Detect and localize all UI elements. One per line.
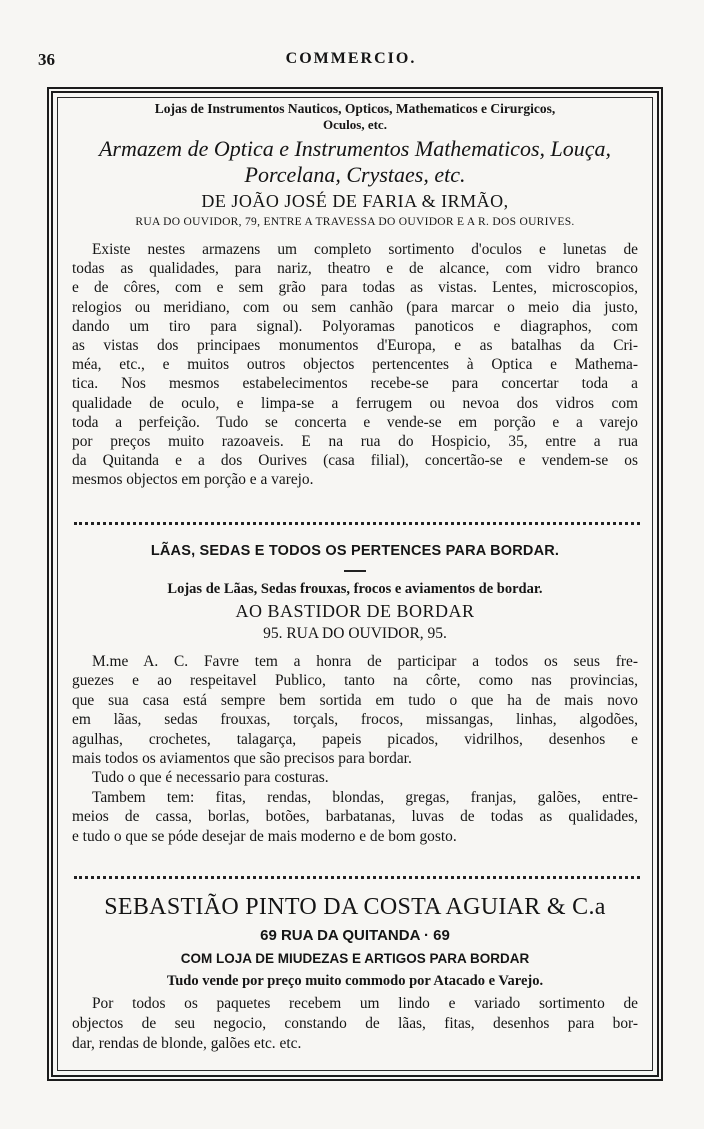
ad1-address: RUA DO OUVIDOR, 79, ENTRE A TRAVESSA DO OUVIDOR E A R. DOS OURIVES. <box>135 216 575 228</box>
ad1-body-line: e de côres, com e sem grão para todas as vistas. Lentes, microscopios, <box>72 279 638 297</box>
ad3-tagline: Tudo vende por preço muito commodo por Atacado e Varejo. <box>166 973 544 989</box>
ad3-body <box>72 994 638 1054</box>
running-title: COMMERCIO. <box>285 50 417 67</box>
ad1-category-line2: Oculos, etc. <box>323 117 387 132</box>
ad3-body-line: objectos de seu negocio, constando de lãas, fitas, desenhos para bor- <box>72 1015 638 1032</box>
ad1-body-line: dando um tiro para signal). Polyoramas panoticos e diagraphos, com <box>72 317 638 335</box>
ad2-category: Lojas de Lãas, Sedas frouxas, frocos e aviamentos de bordar. <box>167 581 543 597</box>
ad2-body-line: agulhas, crochetes, talagarça, papeis picados, vidrilhos, desenhos e <box>72 730 638 748</box>
ad2-body-line: meios de cassa, borlas, botões, barbatanas, luvas de todas as qualidades, <box>72 808 638 826</box>
ad2-body-line: M.me A. C. Favre tem a honra de participar a todos os seus fre- <box>92 653 638 670</box>
ad1-body-line: tica. Nos mesmos estabelecimentos recebe-se para concertar toda a <box>72 375 638 393</box>
ad3-title: SEBASTIÃO PINTO DA COSTA AGUIAR & C.a <box>104 894 606 920</box>
ad1-body-line: relogios ou meridiano, com ou sem canhão (para marcar o meio dia justo, <box>72 298 638 316</box>
ad2-body-line: Tambem tem: fitas, rendas, blondas, gregas, franjas, galões, entre- <box>92 788 638 806</box>
ad1-body-line: qualidade de oculo, e limpa-se a ferrugem ou nevoa dos vidros com <box>72 394 638 412</box>
ad1-body <box>72 240 638 490</box>
ad2-address: 95. RUA DO OUVIDOR, 95. <box>263 625 447 642</box>
ad2-body-line: em lãas, sedas frouxas, torçals, frocos, missangas, linhas, algodões, <box>72 711 638 729</box>
ad1-body-line: mesmos objectos em porção e a varejo. <box>72 471 314 489</box>
ornamental-divider <box>74 512 640 525</box>
ad1-body-line: da Quitanda e a dos Ourives (casa filial), concertão-se e vendem-se os <box>72 452 638 470</box>
ad-sebastiao <box>72 890 638 1054</box>
page-number: 36 <box>38 50 55 69</box>
ad1-body-line: toda a perfeição. Tudo se concerta e vende-se em porção e a varejo <box>72 413 638 431</box>
ad2-body-line: guezes e ao respeitavel Publico, tanto na côrte, como nas provincias, <box>72 672 638 690</box>
ad1-body-line: as vistas dos principaes monumentos d'Europa, e as batalhas da Cri- <box>72 337 638 355</box>
ad3-address: 69 RUA DA QUITANDA · 69 <box>260 927 450 944</box>
ad3-body-line: dar, rendas de blonde, galões etc. etc. <box>72 1035 302 1052</box>
ad2-body-line: mais todos os aviamentos que são precisos para bordar. <box>72 750 412 768</box>
ornamental-divider <box>74 866 640 879</box>
ad1-body-line: por preços muito razoaveis. E na rua do Hospicio, 35, entre a rua <box>72 433 638 451</box>
ad1-category-line1: Lojas de Instrumentos Nauticos, Opticos, Mathematicos e Cirurgicos, <box>154 101 556 116</box>
ad2-body-line: que sua casa está sempre bem sortida em tudo o que ha de mais novo <box>72 691 638 709</box>
ad3-body-line: Por todos os paquetes recebem um lindo e variado sortimento de <box>92 995 638 1012</box>
ad3-subtitle: COM LOJA DE MIUDEZAS E ARTIGOS PARA BORDAR <box>180 951 530 966</box>
ad1-owner: DE JOÃO JOSÉ DE FARIA & IRMÃO, <box>201 191 509 211</box>
ad2-body-line: Tudo o que é necessario para costuras. <box>92 769 329 787</box>
ad1-body-line: méa, etc., e muitos outros objectos pertencentes à Optica e Mathema- <box>72 356 638 374</box>
ad2-section-heading: LÃAS, SEDAS E TODOS OS PERTENCES PARA BORDAR. <box>150 543 560 559</box>
page-header <box>38 50 664 76</box>
ad1-title-line2: Porcelana, Crystaes, etc. <box>244 162 466 187</box>
ad1-body-line: todas as qualidades, para nariz, theatro e de alcance, com vidro branco <box>72 260 638 278</box>
ad1-title-line1: Armazem de Optica e Instrumentos Mathematicos, Louça, <box>98 136 612 161</box>
ad2-body-line: e tudo o que se póde desejar de mais moderno e de bom gosto. <box>72 827 457 845</box>
short-rule <box>344 570 366 572</box>
ad2-shop-name: AO BASTIDOR DE BORDAR <box>235 601 475 621</box>
ad-bastidor <box>72 540 638 846</box>
ad2-body <box>72 652 638 846</box>
ad-optica <box>72 100 638 490</box>
ad1-body-line: Existe nestes armazens um completo sortimento d'oculos e lunetas de <box>92 241 638 258</box>
